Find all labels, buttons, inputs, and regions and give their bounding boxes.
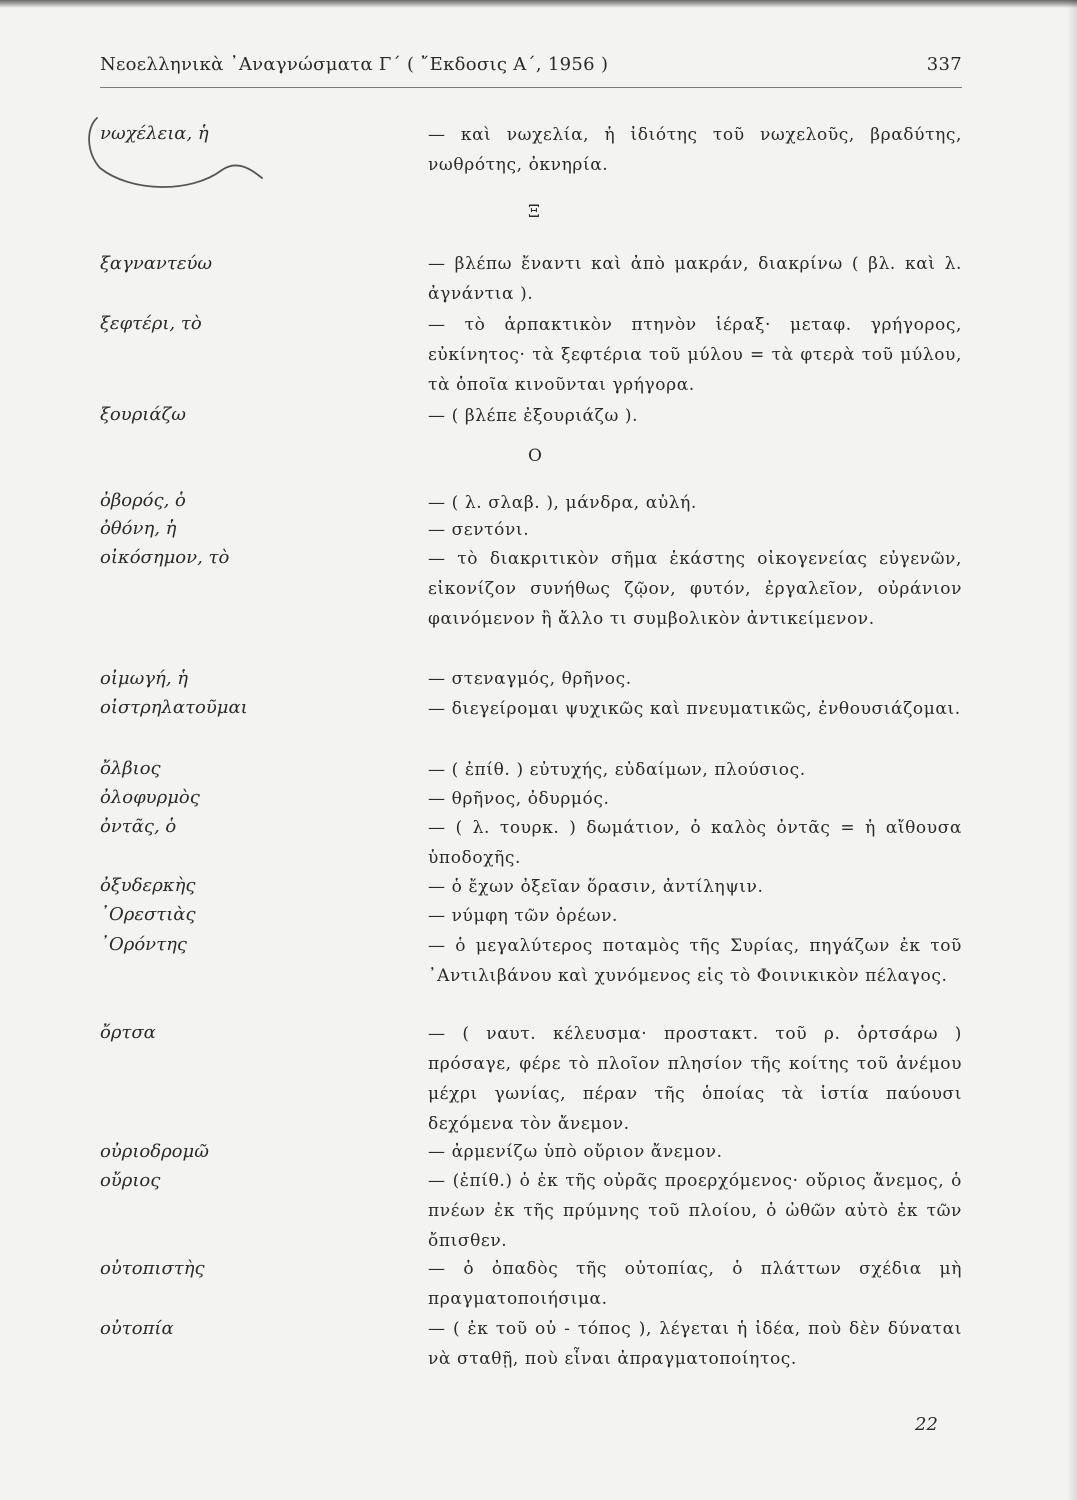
headword: οἰκόσημον, τὸ <box>100 547 230 568</box>
definition: — σεντόνι. <box>428 520 530 540</box>
definition: — ὁ ὀπαδὸς τῆς οὐτοπίας, ὁ πλάττων σχέδια μὴ πραγματοποιήσιμα. <box>428 1259 962 1309</box>
definition: — ( βλέπε ἐξουριάζω ). <box>428 406 639 426</box>
definition: — (ἐπίθ.) ὁ ἐκ τῆς οὐρᾶς προερχόμενος· οὔριος ἄνεμος, ὁ πνέων ἐκ τῆς πρύμνης τοῦ πλοίου, ὁ ὠθῶν αὐτὸ ἐκ τῶν ὄπισθεν. <box>428 1171 962 1251</box>
definition: — ( λ. τουρκ. ) δωμάτιον, ὁ καλὸς ὀντᾶς = ἡ αἴθουσα ὑποδοχῆς. <box>428 818 962 868</box>
headword: οἰμωγή, ἡ <box>100 668 189 689</box>
headword: ᾿Ορεστιὰς <box>100 904 196 925</box>
definition: — βλέπω ἔναντι καὶ ἀπὸ μακράν, διακρίνω ( βλ. καὶ λ. ἀγνάντια ). <box>428 254 962 304</box>
headword: οἰστρηλατοῦμαι <box>100 697 248 718</box>
headword: ὀντᾶς, ὁ <box>100 816 177 837</box>
definition: — νύμφη τῶν ὀρέων. <box>428 906 619 926</box>
headword: οὐριοδρομῶ <box>100 1141 209 1162</box>
headword: οὔριος <box>100 1170 161 1191</box>
headword: νωχέλεια, ἡ <box>100 123 209 144</box>
headword: ξουριάζω <box>100 404 186 425</box>
headword: οὐτοπιστὴς <box>100 1258 205 1279</box>
definition: — ὁ ἔχων ὀξεῖαν ὅρασιν, ἀντίληψιν. <box>428 877 764 897</box>
section-letter-xi: Ξ <box>528 202 541 222</box>
definition: — ( ἐπίθ. ) εὐτυχής, εὐδαίμων, πλούσιος. <box>428 760 806 780</box>
headword: ξαγναντεύω <box>100 253 213 274</box>
headword: ξεφτέρι, τὸ <box>100 313 202 334</box>
definition: — καὶ νωχελία, ἡ ἰδιότης τοῦ νωχελοῦς, βραδύτης, νωθρότης, ὀκνηρία. <box>428 125 962 175</box>
section-letter-omicron: Ο <box>528 446 543 466</box>
definition: — ( λ. σλαβ. ), μάνδρα, αὐλή. <box>428 493 697 513</box>
definition: — διεγείρομαι ψυχικῶς καὶ πνευματικῶς, ἐνθουσιάζομαι. <box>428 699 961 719</box>
definition: — ( ναυτ. κέλευσμα· προστακτ. τοῦ ρ. ὀρτσάρω ) πρόσαγε, φέρε τὸ πλοῖον πλησίον τῆς κοίτης τοῦ ἀνέμου μέχρι γωνίας, πέραν τῆς ὁποίας τὰ ἱστία παύουσι δεχόμενα τὸν ἄνεμον. <box>428 1024 962 1134</box>
headword: οὐτοπία <box>100 1318 174 1339</box>
definition: — τὸ ἁρπακτικὸν πτηνὸν ἱέραξ· μεταφ. γρήγορος, εὐκίνητος· τὰ ξεφτέρια τοῦ μύλου = τὰ φτερὰ τοῦ μύλου, τὰ ὁποῖα κινοῦνται γρήγορα. <box>428 315 962 395</box>
page-number: 337 <box>926 54 962 75</box>
running-title: Νεοελληνικὰ ᾿Αναγνώσματα Γ΄ ( ῎Εκδοσις Α΄, 1956 ) <box>100 54 609 75</box>
definition: — θρῆνος, ὀδυρμός. <box>428 789 610 809</box>
headword: ὀθόνη, ἡ <box>100 518 177 539</box>
definition: — ( ἐκ τοῦ οὐ - τόπος ), λέγεται ἡ ἰδέα, ποὺ δὲν δύναται νὰ σταθῇ, ποὺ εἶναι ἀπραγματοποίητος. <box>428 1319 962 1369</box>
definition: — τὸ διακριτικὸν σῆμα ἑκάστης οἰκογενείας εὐγενῶν, εἰκονίζον συνήθως ζῷον, φυτόν, ἐργαλεῖον, οὐράνιον φαινόμενον ἢ ἄλλο τι συμβολικὸν ἀντικείμενον. <box>428 549 962 629</box>
headword: ὄρτσα <box>100 1022 156 1043</box>
definition: — στεναγμός, θρῆνος. <box>428 669 632 689</box>
definition: — ὁ μεγαλύτερος ποταμὸς τῆς Συρίας, πηγάζων ἐκ τοῦ ᾿Αντιλιβάνου καὶ χυνόμενος εἰς τὸ Φοινικικὸν πέλαγος. <box>428 936 962 986</box>
headword: ᾿Ορόντης <box>100 934 187 955</box>
headword: ὀλοφυρμὸς <box>100 787 200 808</box>
headword: ὀβορός, ὁ <box>100 490 186 511</box>
headword: ὀξυδερκὴς <box>100 875 196 896</box>
definition: — ἀρμενίζω ὑπὸ οὔριον ἄνεμον. <box>428 1142 723 1162</box>
folio-number: 22 <box>915 1414 938 1435</box>
headword: ὄλβιος <box>100 758 161 779</box>
